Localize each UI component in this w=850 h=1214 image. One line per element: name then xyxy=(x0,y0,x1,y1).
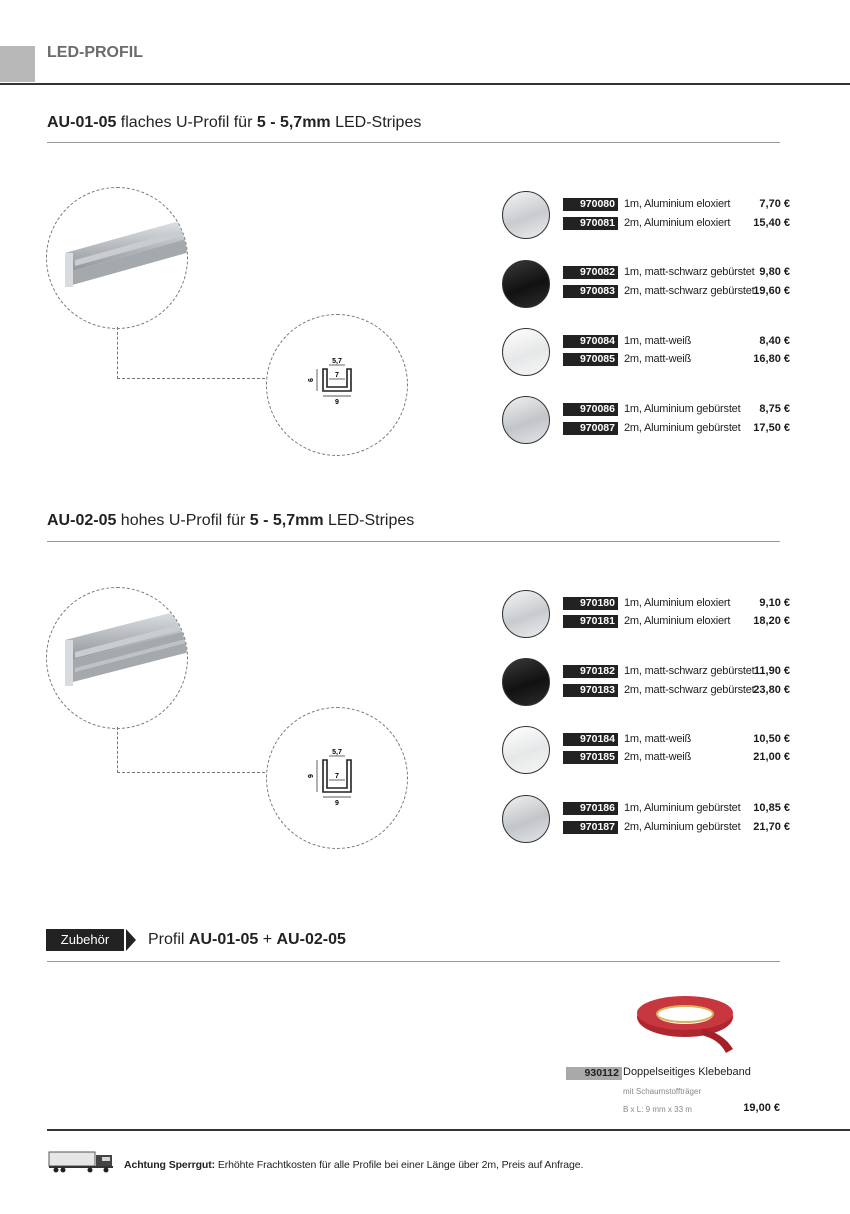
dim-height-label: 9 xyxy=(308,774,315,778)
accessory-title-b: AU-02-05 xyxy=(276,931,346,948)
cross-section-drawing xyxy=(267,708,407,848)
product-description: 2m, matt-schwarz gebürstet xyxy=(624,285,755,297)
aluminium-profile-image xyxy=(47,588,187,728)
dim-width-label: 5,7 xyxy=(332,358,342,365)
product-description: 2m, Aluminium gebürstet xyxy=(624,422,741,434)
accessory-title-prefix: Profil xyxy=(148,931,189,948)
header-divider xyxy=(0,83,850,85)
section-title-au-02-05 xyxy=(47,512,414,530)
detail-connector xyxy=(117,727,270,773)
swatch-matt-schwarz xyxy=(502,658,550,706)
product-description: 2m, matt-weiß xyxy=(624,353,692,365)
accessory-dimensions: B x L: 9 mm x 33 m xyxy=(623,1105,692,1114)
accessory-title xyxy=(148,931,346,949)
product-row[interactable] xyxy=(563,401,790,417)
product-row[interactable] xyxy=(563,215,790,231)
product-row[interactable] xyxy=(563,800,790,816)
section-divider xyxy=(47,541,780,542)
accessory-name: Doppelseitiges Klebeband xyxy=(623,1066,751,1078)
product-price: 16,80 € xyxy=(753,353,790,365)
footer-notice xyxy=(124,1159,583,1171)
dim-width-label: 5,7 xyxy=(332,749,342,756)
swatch-aluminium-gebuerstet xyxy=(502,795,550,843)
article-number: 970081 xyxy=(563,217,618,230)
product-row[interactable] xyxy=(563,731,790,747)
product-row[interactable] xyxy=(563,819,790,835)
section-suffix: LED-Stripes xyxy=(330,114,422,131)
article-number: 970087 xyxy=(563,422,618,435)
dim-height-label: 6 xyxy=(308,378,315,382)
article-number: 970187 xyxy=(563,821,618,834)
footer-notice-text: Erhöhte Frachtkosten für alle Profile bei einer Länge über 2m, Preis auf Anfrage. xyxy=(215,1159,584,1171)
product-description: 1m, Aluminium eloxiert xyxy=(624,597,731,609)
swatch-matt-weiss xyxy=(502,328,550,376)
product-group xyxy=(563,731,790,765)
swatch-matt-weiss xyxy=(502,726,550,774)
product-price: 9,80 € xyxy=(759,266,790,278)
cross-section-circle xyxy=(266,314,408,456)
article-number: 970186 xyxy=(563,802,618,815)
product-description: 1m, matt-schwarz gebürstet xyxy=(624,665,755,677)
product-price: 8,75 € xyxy=(759,403,790,415)
section-divider xyxy=(47,142,780,143)
accessory-tag: Zubehör xyxy=(46,929,124,951)
accessory-title-plus: + xyxy=(258,931,277,948)
swatch-aluminium-eloxiert xyxy=(502,590,550,638)
swatch-matt-schwarz xyxy=(502,260,550,308)
product-price: 7,70 € xyxy=(759,198,790,210)
article-number: 970184 xyxy=(563,733,618,746)
product-price: 21,70 € xyxy=(753,821,790,833)
product-price: 19,60 € xyxy=(753,285,790,297)
dim-bottom-label: 9 xyxy=(335,800,339,807)
cross-section-drawing xyxy=(267,315,407,455)
tape-roll-image xyxy=(633,993,741,1057)
swatch-aluminium-eloxiert xyxy=(502,191,550,239)
product-description: 1m, Aluminium gebürstet xyxy=(624,802,741,814)
product-description: 2m, matt-schwarz gebürstet xyxy=(624,684,755,696)
accessory-price: 19,00 € xyxy=(743,1102,780,1114)
article-number: 970084 xyxy=(563,335,618,348)
article-number: 970181 xyxy=(563,615,618,628)
product-description: 2m, Aluminium eloxiert xyxy=(624,615,731,627)
tape-roll-icon xyxy=(633,993,741,1057)
product-row[interactable] xyxy=(563,682,790,698)
section-title-au-01-05 xyxy=(47,114,421,132)
section-code: AU-02-05 xyxy=(47,512,117,529)
header-accent-block xyxy=(0,46,35,82)
article-number: 970083 xyxy=(563,285,618,298)
cross-section-circle xyxy=(266,707,408,849)
accessory-title-a: AU-01-05 xyxy=(188,931,259,948)
product-price: 17,50 € xyxy=(753,422,790,434)
section-size: 5 - 5,7mm xyxy=(256,114,331,131)
product-price: 18,20 € xyxy=(753,615,790,627)
detail-connector xyxy=(117,327,270,379)
product-row[interactable] xyxy=(563,351,790,367)
product-price: 9,10 € xyxy=(759,597,790,609)
article-number: 970185 xyxy=(563,751,618,764)
section-suffix: LED-Stripes xyxy=(323,512,415,529)
product-group xyxy=(563,663,790,698)
product-row[interactable] xyxy=(563,264,790,280)
section-text: hohes U-Profil für xyxy=(116,512,250,529)
product-description: 1m, matt-weiß xyxy=(624,335,692,347)
product-row[interactable] xyxy=(563,420,790,436)
section-code: AU-01-05 xyxy=(47,114,117,131)
product-group xyxy=(563,800,790,835)
product-row[interactable] xyxy=(563,663,790,679)
profile-photo-circle xyxy=(46,187,188,329)
product-description: 1m, matt-schwarz gebürstet xyxy=(624,266,755,278)
dim-bottom-label: 9 xyxy=(335,399,339,406)
article-number: 970085 xyxy=(563,353,618,366)
accessory-article-number: 930112 xyxy=(566,1067,622,1080)
product-description: 1m, matt-weiß xyxy=(624,733,692,745)
product-group xyxy=(563,595,790,629)
product-price: 15,40 € xyxy=(753,217,790,229)
section-size: 5 - 5,7mm xyxy=(249,512,324,529)
aluminium-profile-image xyxy=(47,188,187,328)
product-description: 1m, Aluminium eloxiert xyxy=(624,198,731,210)
footer-notice-bold: Achtung Sperrgut: xyxy=(124,1159,216,1171)
section-divider xyxy=(47,961,780,962)
page-title: LED-PROFIL xyxy=(47,44,143,61)
product-price: 21,00 € xyxy=(753,751,790,763)
profile-photo-circle xyxy=(46,587,188,729)
product-description: 2m, Aluminium eloxiert xyxy=(624,217,731,229)
accessory-subtitle: mit Schaumstoffträger xyxy=(623,1087,702,1096)
article-number: 970183 xyxy=(563,684,618,697)
dim-inner-label: 7 xyxy=(335,773,339,780)
product-description: 2m, matt-weiß xyxy=(624,751,692,763)
section-text: flaches U-Profil für xyxy=(116,114,257,131)
product-description: 1m, Aluminium gebürstet xyxy=(624,403,741,415)
truck-icon xyxy=(48,1151,116,1173)
article-number: 970080 xyxy=(563,198,618,211)
product-row[interactable] xyxy=(563,749,790,765)
article-number: 970082 xyxy=(563,266,618,279)
product-price: 23,80 € xyxy=(753,684,790,696)
product-price: 10,50 € xyxy=(753,733,790,745)
footer-divider xyxy=(47,1129,850,1131)
product-row[interactable] xyxy=(563,595,790,611)
article-number: 970086 xyxy=(563,403,618,416)
dim-inner-label: 7 xyxy=(335,372,339,379)
swatch-aluminium-gebuerstet xyxy=(502,396,550,444)
product-row[interactable] xyxy=(563,283,790,299)
product-group xyxy=(563,264,790,299)
arrow-right-icon xyxy=(126,929,136,951)
article-number: 970182 xyxy=(563,665,618,678)
product-description: 2m, Aluminium gebürstet xyxy=(624,821,741,833)
product-price: 8,40 € xyxy=(759,335,790,347)
product-group xyxy=(563,333,790,367)
product-price: 10,85 € xyxy=(753,802,790,814)
product-row[interactable] xyxy=(563,613,790,629)
article-number: 970180 xyxy=(563,597,618,610)
product-group xyxy=(563,196,790,231)
product-row[interactable] xyxy=(563,196,790,212)
product-row[interactable] xyxy=(563,333,790,349)
product-group xyxy=(563,401,790,436)
product-price: 11,90 € xyxy=(753,665,790,677)
